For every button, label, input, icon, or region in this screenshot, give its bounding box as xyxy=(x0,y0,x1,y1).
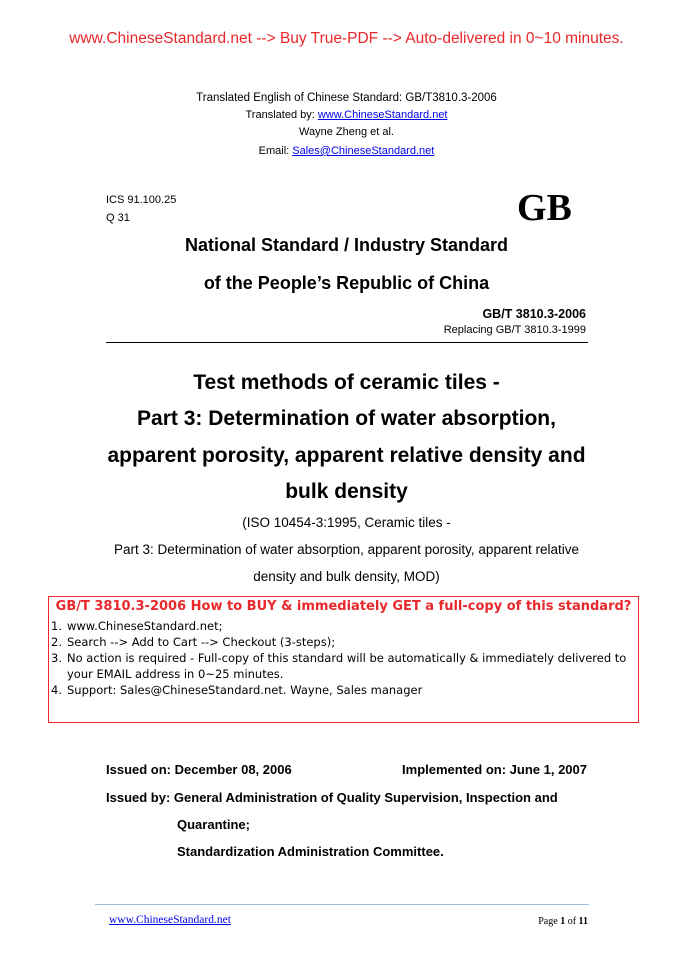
purchase-info-box xyxy=(48,596,639,723)
step-text: Search --> Add to Cart --> Checkout (3-steps); xyxy=(67,635,336,649)
email-line xyxy=(0,145,693,157)
translated-by-link[interactable]: www.ChineseStandard.net xyxy=(317,109,448,121)
ics-code: ICS 91.100.25 xyxy=(106,194,177,206)
standard-heading-line2: of the People’s Republic of China xyxy=(203,273,490,293)
step-number: 2. xyxy=(51,635,62,649)
translated-by-line xyxy=(0,109,693,121)
footer-divider xyxy=(95,904,589,905)
email-label: Email: xyxy=(258,145,293,157)
issued-by-label: Issued by: xyxy=(106,790,174,805)
promo-banner[interactable]: www.ChineseStandard.net --> Buy True-PDF --> Auto-delivered in 0~10 minutes. xyxy=(69,30,624,47)
translator-name: Wayne Zheng et al. xyxy=(299,126,394,138)
step-number: 4. xyxy=(51,683,62,697)
document-title-line3: apparent porosity, apparent relative density and xyxy=(107,444,586,467)
standard-number: GB/T 3810.3-2006 xyxy=(482,307,586,321)
issued-by-line xyxy=(106,790,558,805)
issuer-secondary: Standardization Administration Committee. xyxy=(177,844,444,859)
purchase-heading[interactable]: GB/T 3810.3-2006 How to BUY & immediately GET a full-copy of this standard? xyxy=(55,599,632,614)
page-number: 1 xyxy=(560,916,566,927)
title-divider xyxy=(106,342,588,343)
iso-reference-line2: Part 3: Determination of water absorption, apparent porosity, apparent relative xyxy=(113,542,579,557)
issued-on-date: Issued on: December 08, 2006 xyxy=(106,762,292,777)
translated-by-label: Translated by: xyxy=(245,109,318,121)
step-number: 1. xyxy=(51,619,62,633)
page-prefix: Page xyxy=(538,916,561,927)
page-total: 11 xyxy=(578,916,588,927)
iso-reference-line3: density and bulk density, MOD) xyxy=(253,569,440,584)
implemented-on-date: Implemented on: June 1, 2007 xyxy=(402,762,587,777)
iso-reference-line1: (ISO 10454-3:1995, Ceramic tiles - xyxy=(242,515,451,530)
translated-standard-line: Translated English of Chinese Standard: GB/T3810.3-2006 xyxy=(196,92,497,104)
page-of: of xyxy=(565,916,579,927)
step-text: Support: Sales@ChineseStandard.net. Wayne, Sales manager xyxy=(67,683,423,697)
issuer-primary-continuation: Quarantine; xyxy=(177,817,250,832)
replacing-note: Replacing GB/T 3810.3-1999 xyxy=(443,324,586,336)
step-number: 3. xyxy=(51,651,62,665)
page-indicator xyxy=(538,916,588,927)
step-text[interactable]: www.ChineseStandard.net; xyxy=(67,619,223,633)
step-text: No action is required - Full-copy of this standard will be automatically & immediately delivered to xyxy=(67,651,627,665)
footer-site-link[interactable]: www.ChineseStandard.net xyxy=(109,914,231,926)
document-title-line4: bulk density xyxy=(285,480,408,503)
document-title-line2: Part 3: Determination of water absorption, xyxy=(137,407,556,430)
email-link[interactable]: Sales@ChineseStandard.net xyxy=(292,145,435,157)
ccs-code: Q 31 xyxy=(106,212,130,224)
gb-mark: GB xyxy=(517,187,572,229)
issuer-primary: General Administration of Quality Supervision, Inspection and xyxy=(173,790,558,805)
document-title-line1: Test methods of ceramic tiles - xyxy=(193,371,500,394)
step-text-continuation: your EMAIL address in 0~25 minutes. xyxy=(67,667,284,681)
standard-heading-line1: National Standard / Industry Standard xyxy=(184,235,509,255)
